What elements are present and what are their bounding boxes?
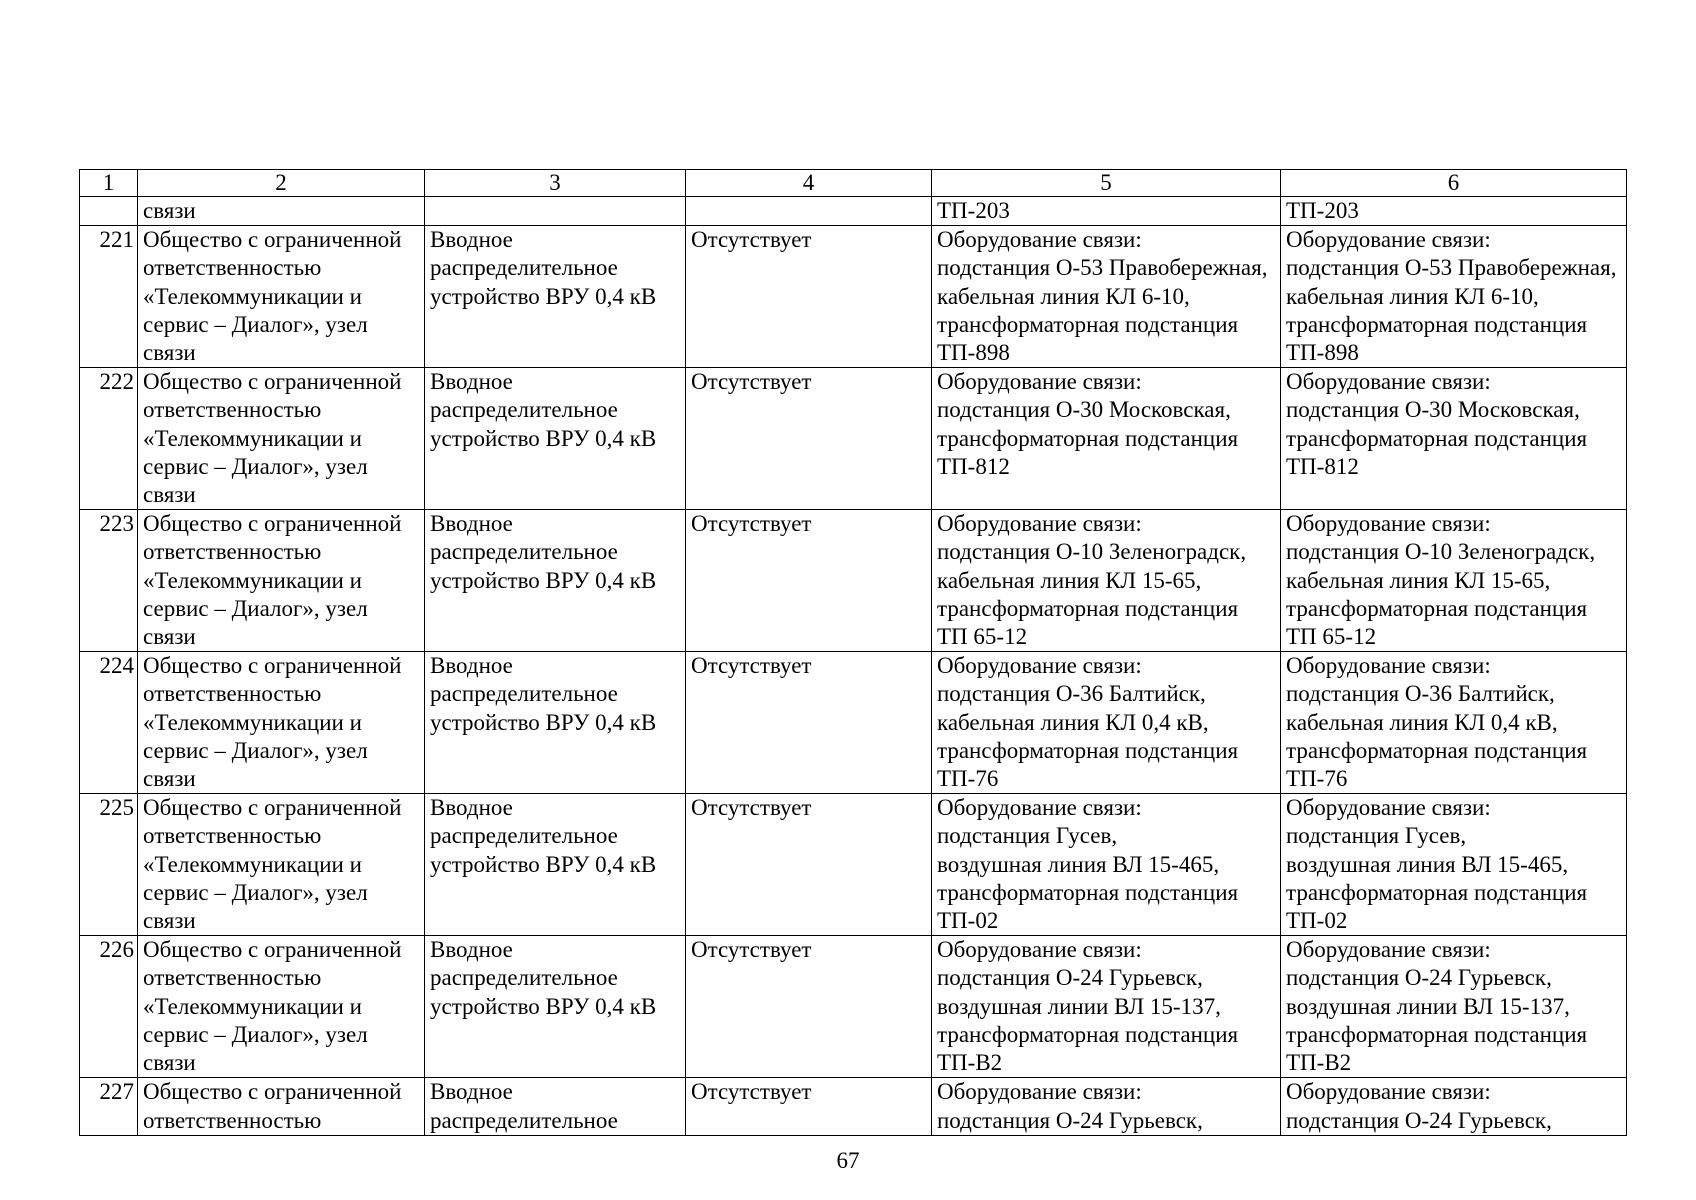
table-row <box>80 510 1627 652</box>
device-cell: Вводное распределительное устройство ВРУ 0,4 кВ <box>425 510 686 652</box>
equipment-cell: Оборудование связи: подстанция О-53 Правобережная, кабельная линия КЛ 6-10, трансформаторная подстанция ТП-898 <box>1281 226 1627 368</box>
status-cell: Отсутствует <box>686 226 932 368</box>
row-number: 224 <box>80 652 138 794</box>
status-cell: Отсутствует <box>686 794 932 936</box>
device-cell: Вводное распределительное устройство ВРУ 0,4 кВ <box>425 226 686 368</box>
status-cell: Отсутствует <box>686 368 932 510</box>
organization-cell: Общество с ограниченной ответственностью «Телекоммуникации и сервис – Диалог», узел связи <box>138 794 425 936</box>
equipment-cell: Оборудование связи: подстанция Гусев, воздушная линия ВЛ 15-465, трансформаторная подстанция ТП-02 <box>1281 794 1627 936</box>
device-cell: Вводное распределительное устройство ВРУ 0,4 кВ <box>425 652 686 794</box>
row-number: 221 <box>80 226 138 368</box>
table-row <box>80 652 1627 794</box>
column-number-2: 2 <box>138 170 425 197</box>
table-row <box>80 368 1627 510</box>
table-row <box>80 197 1627 226</box>
organization-cell: Общество с ограниченной ответственностью «Телекоммуникации и сервис – Диалог», узел связи <box>138 652 425 794</box>
organization-cell: Общество с ограниченной ответственностью «Телекоммуникации и сервис – Диалог», узел связи <box>138 510 425 652</box>
equipment-cell: Оборудование связи: подстанция О-30 Московская, трансформаторная подстанция ТП-812 <box>1281 368 1627 510</box>
table-row <box>80 794 1627 936</box>
equipment-cell: Оборудование связи: подстанция О-24 Гурьевск, <box>932 1078 1281 1135</box>
equipment-cell: Оборудование связи: подстанция О-10 Зеленоградск, кабельная линия КЛ 15-65, трансформаторная подстанция ТП 65-12 <box>932 510 1281 652</box>
equipment-cell: Оборудование связи: подстанция Гусев, воздушная линия ВЛ 15-465, трансформаторная подстанция ТП-02 <box>932 794 1281 936</box>
organization-cell: связи <box>138 197 425 226</box>
equipment-cell: ТП-203 <box>932 197 1281 226</box>
row-number: 223 <box>80 510 138 652</box>
column-number-6: 6 <box>1281 170 1627 197</box>
status-cell: Отсутствует <box>686 510 932 652</box>
equipment-cell: Оборудование связи: подстанция О-10 Зеленоградск, кабельная линия КЛ 15-65, трансформаторная подстанция ТП 65-12 <box>1281 510 1627 652</box>
table-row <box>80 936 1627 1078</box>
column-number-row <box>80 170 1627 197</box>
status-cell: Отсутствует <box>686 936 932 1078</box>
table-row <box>80 226 1627 368</box>
row-number: 225 <box>80 794 138 936</box>
organization-cell: Общество с ограниченной ответственностью <box>138 1078 425 1135</box>
equipment-cell: Оборудование связи: подстанция О-36 Балтийск, кабельная линия КЛ 0,4 кВ, трансформаторная подстанция ТП-76 <box>1281 652 1627 794</box>
row-number: 222 <box>80 368 138 510</box>
column-number-3: 3 <box>425 170 686 197</box>
device-cell: Вводное распределительное устройство ВРУ 0,4 кВ <box>425 794 686 936</box>
equipment-cell: Оборудование связи: подстанция О-30 Московская, трансформаторная подстанция ТП-812 <box>932 368 1281 510</box>
equipment-cell: Оборудование связи: подстанция О-24 Гурьевск, воздушная линии ВЛ 15-137, трансформаторная подстанция ТП-В2 <box>932 936 1281 1078</box>
device-cell: Вводное распределительное <box>425 1078 686 1135</box>
organization-cell: Общество с ограниченной ответственностью «Телекоммуникации и сервис – Диалог», узел связи <box>138 936 425 1078</box>
column-number-5: 5 <box>932 170 1281 197</box>
device-cell: Вводное распределительное устройство ВРУ 0,4 кВ <box>425 936 686 1078</box>
document-table <box>79 169 1627 1136</box>
column-number-1: 1 <box>80 170 138 197</box>
page-number: 67 <box>836 1148 860 1173</box>
status-cell: Отсутствует <box>686 1078 932 1135</box>
equipment-cell: Оборудование связи: подстанция О-53 Правобережная, кабельная линия КЛ 6-10, трансформаторная подстанция ТП-898 <box>932 226 1281 368</box>
device-cell: Вводное распределительное устройство ВРУ 0,4 кВ <box>425 368 686 510</box>
status-cell: Отсутствует <box>686 652 932 794</box>
organization-cell: Общество с ограниченной ответственностью «Телекоммуникации и сервис – Диалог», узел связи <box>138 368 425 510</box>
equipment-cell: Оборудование связи: подстанция О-24 Гурьевск, <box>1281 1078 1627 1135</box>
organization-cell: Общество с ограниченной ответственностью «Телекоммуникации и сервис – Диалог», узел связи <box>138 226 425 368</box>
column-number-4: 4 <box>686 170 932 197</box>
equipment-cell: Оборудование связи: подстанция О-24 Гурьевск, воздушная линии ВЛ 15-137, трансформаторная подстанция ТП-В2 <box>1281 936 1627 1078</box>
row-number: 226 <box>80 936 138 1078</box>
equipment-cell: ТП-203 <box>1281 197 1627 226</box>
table-row <box>80 1078 1627 1135</box>
row-number: 227 <box>80 1078 138 1135</box>
equipment-cell: Оборудование связи: подстанция О-36 Балтийск, кабельная линия КЛ 0,4 кВ, трансформаторная подстанция ТП-76 <box>932 652 1281 794</box>
row-number <box>80 197 138 226</box>
status-cell <box>686 197 932 226</box>
device-cell <box>425 197 686 226</box>
